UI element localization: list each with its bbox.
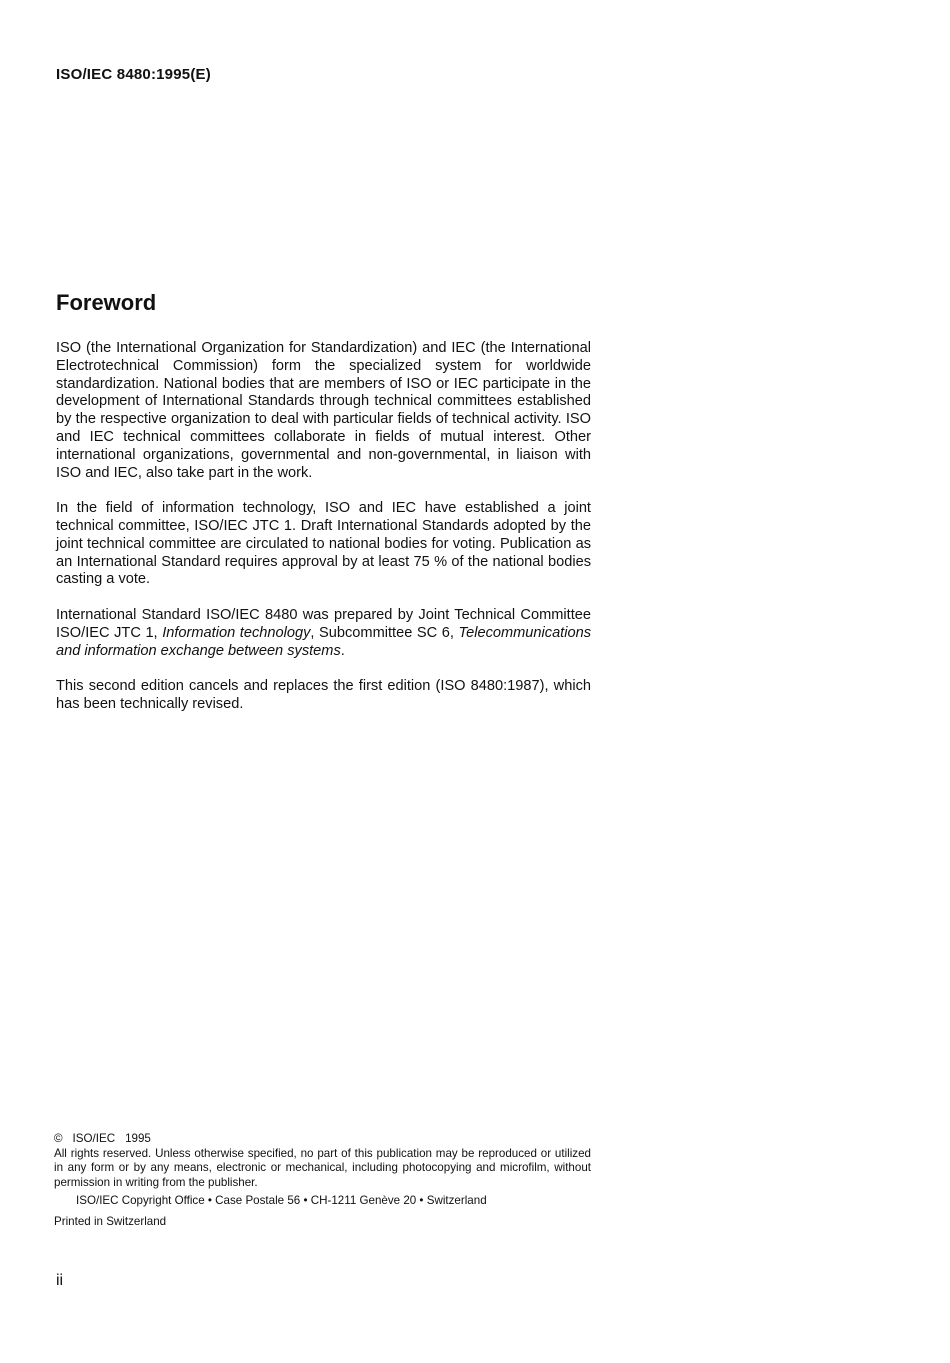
paragraph-preparation <box>56 607 591 660</box>
foreword-body <box>56 340 591 714</box>
preparation-italic-2: Telecommunications and information exchange between systems <box>56 624 592 659</box>
page-number: ii <box>56 1272 64 1289</box>
copyright-footer <box>54 1132 591 1230</box>
copyright-holder: ISO/IEC <box>72 1132 116 1145</box>
copyright-office-address: ISO/IEC Copyright Office • Case Postale 56 • CH-1211 Genève 20 • Switzerland <box>76 1194 487 1208</box>
page-title: Foreword <box>56 290 157 315</box>
copyright-year: 1995 <box>125 1132 151 1145</box>
preparation-text-3: . <box>340 642 345 659</box>
paragraph-edition: This second edition cancels and replaces the first edition (ISO 8480:1987), which has been technically revised. <box>56 678 591 712</box>
paragraph-joint-committee: In the field of information technology, ISO and IEC have established a joint technical committee, ISO/IEC JTC 1. Draft International Standards adopted by the joint technical committee are circulated to national bodies for voting. Publication as an International Standard requires approval by at least 75 % of the national bodies casting a vote. <box>56 500 591 588</box>
preparation-text-2: , Subcommittee SC 6, <box>310 624 459 641</box>
copyright-icon: © <box>54 1132 63 1145</box>
printed-location: Printed in Switzerland <box>54 1214 167 1228</box>
copyright-line <box>54 1132 591 1147</box>
document-id: ISO/IEC 8480:1995(E) <box>56 66 211 83</box>
preparation-text-1: International Standard ISO/IEC 8480 was prepared by Joint Technical Committee ISO/IEC JTC 1, <box>56 606 591 641</box>
preparation-italic-1: Information technology <box>162 624 311 641</box>
rights-notice: All rights reserved. Unless otherwise specified, no part of this publication may be reproduced or utilized in any form or by any means, electronic or mechanical, including photocopying and microfilm, without permission in writing from the publisher. <box>54 1146 591 1189</box>
paragraph-standardization-system: ISO (the International Organization for Standardization) and IEC (the International Electrotechnical Commission) form the specialized system for worldwide standardization. National bodies that are members of ISO or IEC participate in the development of International Standards through technical committees established by the respective organization to deal with particular fields of technical activity. ISO and IEC technical committees collaborate in fields of mutual interest. Other international organizations, governmental and non-governmental, in liaison with ISO and IEC, also take part in the work. <box>56 340 591 481</box>
